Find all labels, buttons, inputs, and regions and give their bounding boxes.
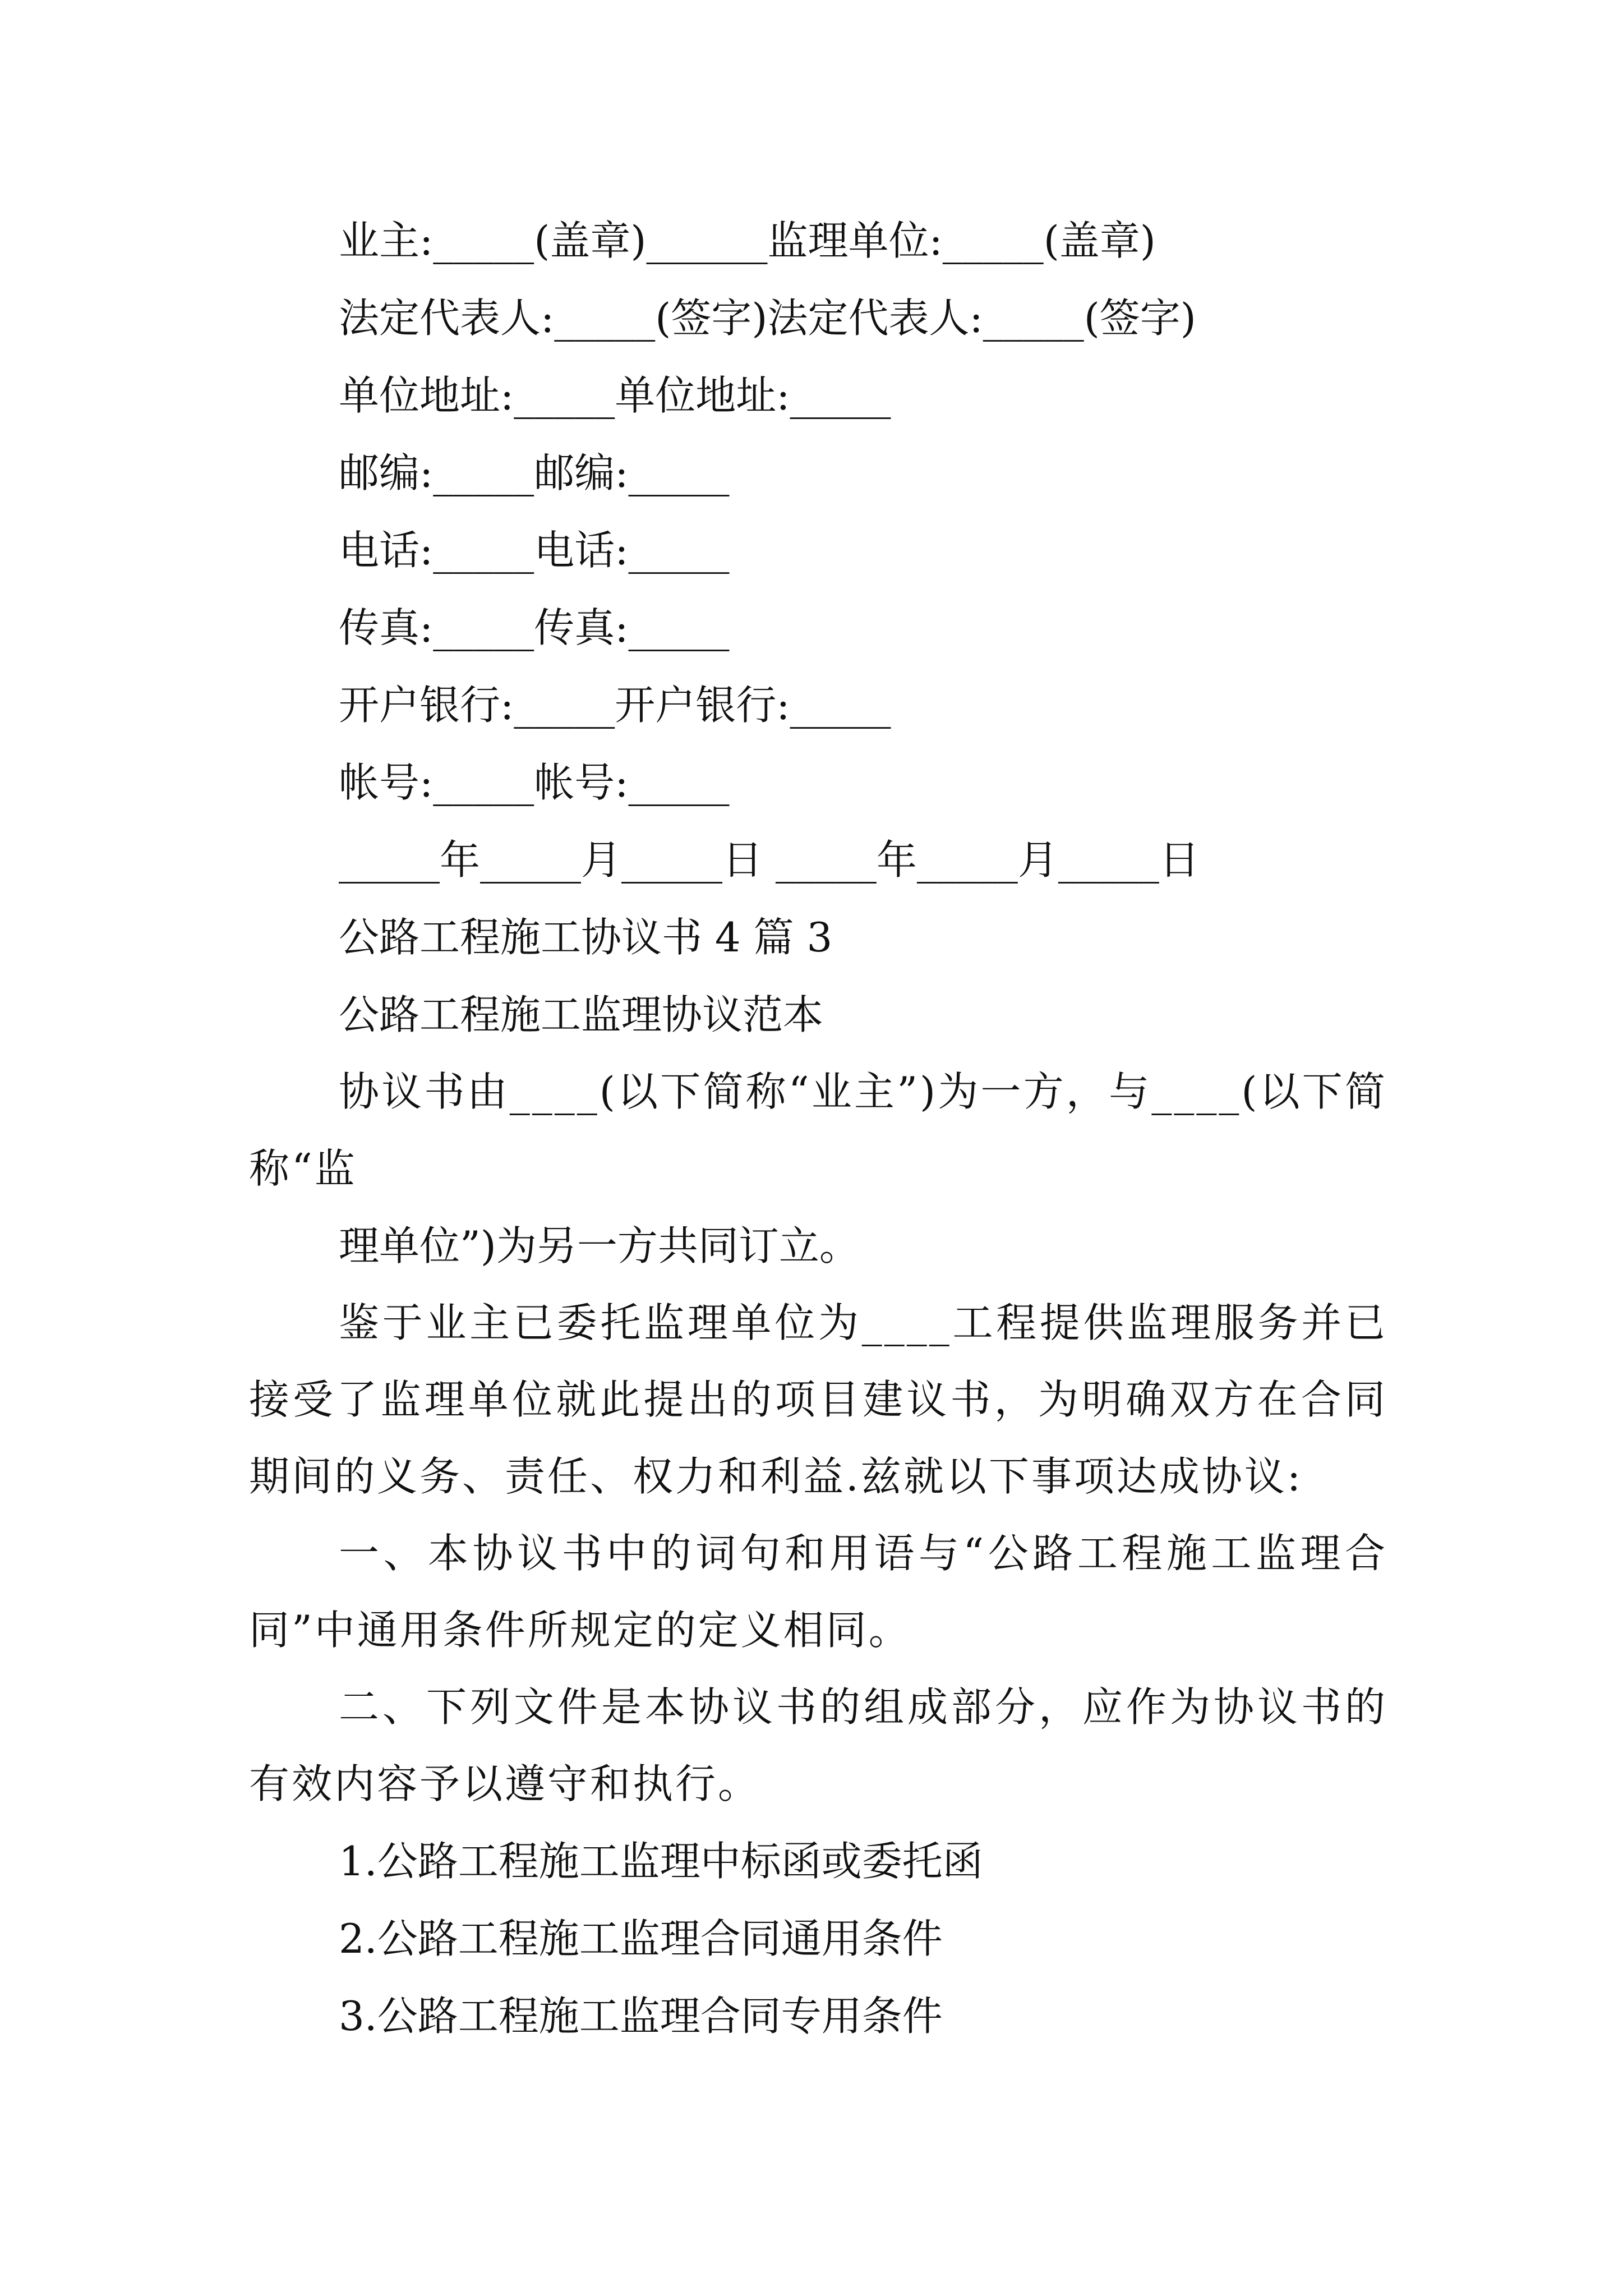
intro-paragraph-line2: 理单位”)为另一方共同订立。 <box>339 1222 860 1269</box>
clause-1: 一、本协议书中的词句和用语与“公路工程施工监理合同”中通用条件所规定的定义相同。 <box>249 1530 1387 1654</box>
signature-line-postcode: 邮编:_____邮编:_____ <box>339 449 730 496</box>
signature-block <box>249 202 1387 899</box>
signature-line-fax: 传真:_____传真:_____ <box>339 604 730 651</box>
clause-2: 二、下列文件是本协议书的组成部分，应作为协议书的有效内容予以遵守和执行。 <box>249 1683 1387 1807</box>
whereas-paragraph: 鉴于业主已委托监理单位为____工程提供监理服务并已接受了监理单位就此提出的项目建议书，为明确双方在合同期间的义务、责任、权力和利益.兹就以下事项达成协议: <box>249 1299 1387 1500</box>
list-item: 1.公路工程施工监理中标函或委托函 <box>339 1838 983 1885</box>
signature-line-legal-rep: 法定代表人:_____(签字)法定代表人:_____(签字) <box>339 295 1196 342</box>
document-list <box>249 1823 1387 2055</box>
document-body <box>249 202 1387 2055</box>
list-item: 2.公路工程施工监理合同通用条件 <box>339 1915 943 1962</box>
signature-line-bank: 开户银行:_____开户银行:_____ <box>339 682 891 729</box>
list-item: 3.公路工程施工监理合同专用条件 <box>339 1993 943 2040</box>
signature-line-phone: 电话:_____电话:_____ <box>339 527 730 574</box>
signature-line-owner: 业主:_____(盖章)______监理单位:_____(盖章) <box>339 217 1156 264</box>
sample-title: 公路工程施工监理协议范本 <box>339 991 824 1038</box>
intro-paragraph-line1: 协议书由____(以下简称“业主”)为一方，与____(以下简称“监 <box>249 1068 1387 1192</box>
section-heading: 公路工程施工协议书 4 篇 3 <box>339 914 833 961</box>
signature-line-account: 帐号:_____帐号:_____ <box>339 759 730 806</box>
signature-line-date: _____年_____月_____日 _____年_____月_____日 <box>339 836 1200 884</box>
signature-line-address: 单位地址:_____单位地址:_____ <box>339 372 891 419</box>
